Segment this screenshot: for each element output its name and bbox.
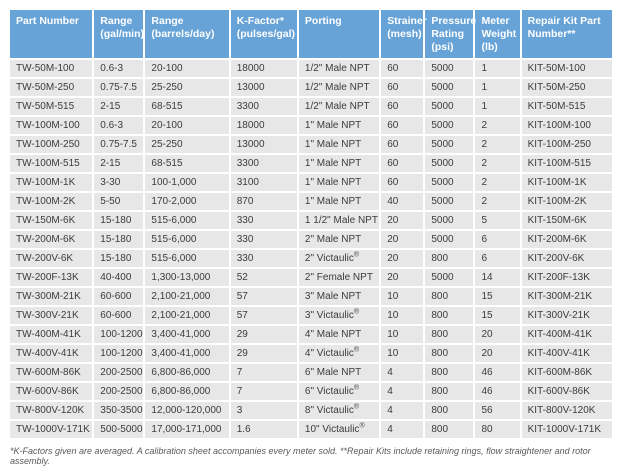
cell-pressure-rating: 5000 bbox=[425, 136, 473, 153]
cell-repair-kit-part-number: KIT-100M-1K bbox=[522, 174, 612, 191]
cell-k-factor: 7 bbox=[231, 383, 297, 400]
table-row bbox=[10, 383, 612, 400]
cell-range-gal-min: 500-5000 bbox=[94, 421, 143, 438]
table-row bbox=[10, 269, 612, 286]
cell-k-factor: 1.6 bbox=[231, 421, 297, 438]
cell-meter-weight: 14 bbox=[475, 269, 519, 286]
cell-meter-weight: 2 bbox=[475, 193, 519, 210]
cell-repair-kit-part-number: KIT-100M-250 bbox=[522, 136, 612, 153]
cell-range-gal-min: 100-1200 bbox=[94, 345, 143, 362]
cell-repair-kit-part-number: KIT-50M-100 bbox=[522, 60, 612, 77]
cell-porting: 1" Male NPT bbox=[299, 155, 379, 172]
cell-porting: 1/2" Male NPT bbox=[299, 60, 379, 77]
cell-meter-weight: 5 bbox=[475, 212, 519, 229]
cell-meter-weight: 46 bbox=[475, 383, 519, 400]
cell-part-number: TW-100M-100 bbox=[10, 117, 92, 134]
col-header-porting: Porting bbox=[299, 10, 379, 58]
cell-strainer-mesh: 60 bbox=[381, 117, 423, 134]
cell-range-barrels-day: 6,800-86,000 bbox=[145, 383, 228, 400]
cell-repair-kit-part-number: KIT-50M-515 bbox=[522, 98, 612, 115]
cell-repair-kit-part-number: KIT-50M-250 bbox=[522, 79, 612, 96]
cell-repair-kit-part-number: KIT-400M-41K bbox=[522, 326, 612, 343]
cell-k-factor: 29 bbox=[231, 326, 297, 343]
col-header-range-gal-min: Range (gal/min) bbox=[94, 10, 143, 58]
table-row bbox=[10, 307, 612, 324]
cell-repair-kit-part-number: KIT-300V-21K bbox=[522, 307, 612, 324]
table-row bbox=[10, 231, 612, 248]
cell-repair-kit-part-number: KIT-800V-120K bbox=[522, 402, 612, 419]
cell-pressure-rating: 5000 bbox=[425, 117, 473, 134]
cell-strainer-mesh: 10 bbox=[381, 326, 423, 343]
cell-pressure-rating: 800 bbox=[425, 364, 473, 381]
cell-range-barrels-day: 20-100 bbox=[145, 117, 228, 134]
cell-porting: 3" Male NPT bbox=[299, 288, 379, 305]
col-header-part-number: Part Number bbox=[10, 10, 92, 58]
cell-meter-weight: 1 bbox=[475, 79, 519, 96]
cell-k-factor: 3300 bbox=[231, 155, 297, 172]
cell-range-barrels-day: 68-515 bbox=[145, 98, 228, 115]
cell-range-gal-min: 15-180 bbox=[94, 212, 143, 229]
cell-k-factor: 18000 bbox=[231, 60, 297, 77]
cell-repair-kit-part-number: KIT-100M-2K bbox=[522, 193, 612, 210]
cell-part-number: TW-50M-250 bbox=[10, 79, 92, 96]
cell-meter-weight: 1 bbox=[475, 98, 519, 115]
cell-pressure-rating: 5000 bbox=[425, 155, 473, 172]
cell-part-number: TW-50M-100 bbox=[10, 60, 92, 77]
cell-repair-kit-part-number: KIT-600V-86K bbox=[522, 383, 612, 400]
cell-k-factor: 330 bbox=[231, 212, 297, 229]
cell-porting: 6" Victaulic® bbox=[299, 383, 379, 400]
table-row bbox=[10, 364, 612, 381]
cell-porting: 3" Victaulic® bbox=[299, 307, 379, 324]
table-row bbox=[10, 193, 612, 210]
cell-strainer-mesh: 10 bbox=[381, 288, 423, 305]
table-row bbox=[10, 421, 612, 438]
cell-part-number: TW-300M-21K bbox=[10, 288, 92, 305]
col-header-repair-kit-part-number: Repair Kit Part Number** bbox=[522, 10, 612, 58]
table-row bbox=[10, 212, 612, 229]
cell-pressure-rating: 800 bbox=[425, 345, 473, 362]
cell-part-number: TW-300V-21K bbox=[10, 307, 92, 324]
cell-part-number: TW-100M-250 bbox=[10, 136, 92, 153]
table-row bbox=[10, 79, 612, 96]
cell-porting: 1" Male NPT bbox=[299, 174, 379, 191]
cell-pressure-rating: 5000 bbox=[425, 269, 473, 286]
cell-meter-weight: 2 bbox=[475, 174, 519, 191]
cell-k-factor: 13000 bbox=[231, 79, 297, 96]
cell-range-gal-min: 0.75-7.5 bbox=[94, 136, 143, 153]
col-header-pressure-rating: Pressure Rating (psi) bbox=[425, 10, 473, 58]
cell-repair-kit-part-number: KIT-200V-6K bbox=[522, 250, 612, 267]
cell-range-barrels-day: 12,000-120,000 bbox=[145, 402, 228, 419]
cell-range-barrels-day: 1,300-13,000 bbox=[145, 269, 228, 286]
cell-range-barrels-day: 515-6,000 bbox=[145, 231, 228, 248]
meter-spec-table bbox=[8, 8, 614, 440]
cell-porting: 2" Victaulic® bbox=[299, 250, 379, 267]
cell-range-barrels-day: 100-1,000 bbox=[145, 174, 228, 191]
table-row bbox=[10, 402, 612, 419]
cell-part-number: TW-400M-41K bbox=[10, 326, 92, 343]
col-header-range-barrels-day: Range (barrels/day) bbox=[145, 10, 228, 58]
cell-k-factor: 18000 bbox=[231, 117, 297, 134]
cell-repair-kit-part-number: KIT-400V-41K bbox=[522, 345, 612, 362]
cell-range-barrels-day: 25-250 bbox=[145, 136, 228, 153]
cell-pressure-rating: 800 bbox=[425, 326, 473, 343]
cell-strainer-mesh: 4 bbox=[381, 402, 423, 419]
cell-meter-weight: 46 bbox=[475, 364, 519, 381]
cell-range-gal-min: 200-2500 bbox=[94, 383, 143, 400]
cell-meter-weight: 56 bbox=[475, 402, 519, 419]
cell-k-factor: 29 bbox=[231, 345, 297, 362]
cell-strainer-mesh: 60 bbox=[381, 155, 423, 172]
cell-strainer-mesh: 4 bbox=[381, 383, 423, 400]
cell-range-gal-min: 0.6-3 bbox=[94, 60, 143, 77]
cell-strainer-mesh: 20 bbox=[381, 269, 423, 286]
cell-k-factor: 3100 bbox=[231, 174, 297, 191]
cell-porting: 6" Male NPT bbox=[299, 364, 379, 381]
cell-strainer-mesh: 60 bbox=[381, 98, 423, 115]
cell-porting: 1" Male NPT bbox=[299, 117, 379, 134]
cell-range-gal-min: 350-3500 bbox=[94, 402, 143, 419]
cell-pressure-rating: 5000 bbox=[425, 98, 473, 115]
cell-porting: 1/2" Male NPT bbox=[299, 79, 379, 96]
cell-meter-weight: 20 bbox=[475, 345, 519, 362]
cell-range-gal-min: 60-600 bbox=[94, 307, 143, 324]
cell-porting: 1 1/2" Male NPT bbox=[299, 212, 379, 229]
cell-pressure-rating: 800 bbox=[425, 402, 473, 419]
cell-range-gal-min: 15-180 bbox=[94, 231, 143, 248]
cell-k-factor: 3300 bbox=[231, 98, 297, 115]
table-row bbox=[10, 174, 612, 191]
cell-strainer-mesh: 10 bbox=[381, 345, 423, 362]
cell-k-factor: 52 bbox=[231, 269, 297, 286]
cell-range-gal-min: 15-180 bbox=[94, 250, 143, 267]
cell-pressure-rating: 800 bbox=[425, 307, 473, 324]
cell-meter-weight: 15 bbox=[475, 307, 519, 324]
cell-meter-weight: 80 bbox=[475, 421, 519, 438]
cell-repair-kit-part-number: KIT-300M-21K bbox=[522, 288, 612, 305]
cell-part-number: TW-200F-13K bbox=[10, 269, 92, 286]
cell-k-factor: 330 bbox=[231, 250, 297, 267]
cell-repair-kit-part-number: KIT-100M-100 bbox=[522, 117, 612, 134]
cell-meter-weight: 2 bbox=[475, 136, 519, 153]
cell-range-gal-min: 60-600 bbox=[94, 288, 143, 305]
cell-meter-weight: 15 bbox=[475, 288, 519, 305]
cell-pressure-rating: 5000 bbox=[425, 174, 473, 191]
cell-strainer-mesh: 20 bbox=[381, 250, 423, 267]
cell-part-number: TW-150M-6K bbox=[10, 212, 92, 229]
cell-strainer-mesh: 20 bbox=[381, 231, 423, 248]
cell-meter-weight: 2 bbox=[475, 155, 519, 172]
cell-range-barrels-day: 68-515 bbox=[145, 155, 228, 172]
cell-part-number: TW-50M-515 bbox=[10, 98, 92, 115]
table-body bbox=[10, 60, 612, 438]
cell-meter-weight: 6 bbox=[475, 231, 519, 248]
table-row bbox=[10, 288, 612, 305]
cell-range-gal-min: 200-2500 bbox=[94, 364, 143, 381]
cell-range-gal-min: 100-1200 bbox=[94, 326, 143, 343]
cell-pressure-rating: 5000 bbox=[425, 212, 473, 229]
cell-range-barrels-day: 2,100-21,000 bbox=[145, 307, 228, 324]
cell-range-barrels-day: 515-6,000 bbox=[145, 250, 228, 267]
cell-porting: 4" Male NPT bbox=[299, 326, 379, 343]
cell-range-barrels-day: 2,100-21,000 bbox=[145, 288, 228, 305]
cell-strainer-mesh: 60 bbox=[381, 79, 423, 96]
cell-meter-weight: 20 bbox=[475, 326, 519, 343]
cell-meter-weight: 1 bbox=[475, 60, 519, 77]
cell-meter-weight: 2 bbox=[475, 117, 519, 134]
cell-repair-kit-part-number: KIT-150M-6K bbox=[522, 212, 612, 229]
table-row bbox=[10, 326, 612, 343]
cell-part-number: TW-200V-6K bbox=[10, 250, 92, 267]
cell-pressure-rating: 5000 bbox=[425, 79, 473, 96]
cell-part-number: TW-100M-2K bbox=[10, 193, 92, 210]
cell-k-factor: 7 bbox=[231, 364, 297, 381]
cell-pressure-rating: 5000 bbox=[425, 231, 473, 248]
cell-porting: 1/2" Male NPT bbox=[299, 98, 379, 115]
table-row bbox=[10, 136, 612, 153]
cell-pressure-rating: 800 bbox=[425, 421, 473, 438]
cell-strainer-mesh: 20 bbox=[381, 212, 423, 229]
cell-part-number: TW-200M-6K bbox=[10, 231, 92, 248]
cell-range-gal-min: 2-15 bbox=[94, 155, 143, 172]
cell-pressure-rating: 5000 bbox=[425, 193, 473, 210]
cell-repair-kit-part-number: KIT-100M-515 bbox=[522, 155, 612, 172]
cell-range-barrels-day: 170-2,000 bbox=[145, 193, 228, 210]
cell-repair-kit-part-number: KIT-600M-86K bbox=[522, 364, 612, 381]
cell-strainer-mesh: 60 bbox=[381, 136, 423, 153]
cell-part-number: TW-600M-86K bbox=[10, 364, 92, 381]
table-row bbox=[10, 155, 612, 172]
cell-range-gal-min: 5-50 bbox=[94, 193, 143, 210]
cell-pressure-rating: 800 bbox=[425, 288, 473, 305]
cell-range-barrels-day: 3,400-41,000 bbox=[145, 326, 228, 343]
table-row bbox=[10, 98, 612, 115]
cell-part-number: TW-100M-515 bbox=[10, 155, 92, 172]
table-row bbox=[10, 250, 612, 267]
cell-pressure-rating: 5000 bbox=[425, 60, 473, 77]
cell-porting: 2" Female NPT bbox=[299, 269, 379, 286]
cell-range-gal-min: 40-400 bbox=[94, 269, 143, 286]
cell-meter-weight: 6 bbox=[475, 250, 519, 267]
footnote: *K-Factors given are averaged. A calibration sheet accompanies every meter sold. **Repair Kits include retaining rings, flow straightener and rotor assembly. bbox=[10, 446, 591, 466]
cell-k-factor: 3 bbox=[231, 402, 297, 419]
cell-repair-kit-part-number: KIT-200F-13K bbox=[522, 269, 612, 286]
cell-range-barrels-day: 20-100 bbox=[145, 60, 228, 77]
cell-strainer-mesh: 60 bbox=[381, 174, 423, 191]
cell-range-barrels-day: 6,800-86,000 bbox=[145, 364, 228, 381]
cell-range-gal-min: 0.75-7.5 bbox=[94, 79, 143, 96]
cell-range-gal-min: 0.6-3 bbox=[94, 117, 143, 134]
cell-pressure-rating: 800 bbox=[425, 383, 473, 400]
table-row bbox=[10, 345, 612, 362]
cell-range-gal-min: 2-15 bbox=[94, 98, 143, 115]
cell-strainer-mesh: 4 bbox=[381, 364, 423, 381]
cell-part-number: TW-600V-86K bbox=[10, 383, 92, 400]
cell-part-number: TW-400V-41K bbox=[10, 345, 92, 362]
cell-pressure-rating: 800 bbox=[425, 250, 473, 267]
cell-range-barrels-day: 3,400-41,000 bbox=[145, 345, 228, 362]
table-header bbox=[10, 10, 612, 58]
cell-range-barrels-day: 515-6,000 bbox=[145, 212, 228, 229]
col-header-k-factor: K-Factor* (pulses/gal) bbox=[231, 10, 297, 58]
cell-k-factor: 13000 bbox=[231, 136, 297, 153]
cell-k-factor: 870 bbox=[231, 193, 297, 210]
table-row bbox=[10, 117, 612, 134]
cell-k-factor: 57 bbox=[231, 307, 297, 324]
cell-range-gal-min: 3-30 bbox=[94, 174, 143, 191]
cell-strainer-mesh: 60 bbox=[381, 60, 423, 77]
cell-repair-kit-part-number: KIT-1000V-171K bbox=[522, 421, 612, 438]
col-header-strainer-mesh: Strainer (mesh) bbox=[381, 10, 423, 58]
cell-strainer-mesh: 40 bbox=[381, 193, 423, 210]
cell-porting: 2" Male NPT bbox=[299, 231, 379, 248]
cell-porting: 8" Victaulic® bbox=[299, 402, 379, 419]
cell-porting: 1" Male NPT bbox=[299, 193, 379, 210]
table-row bbox=[10, 60, 612, 77]
cell-repair-kit-part-number: KIT-200M-6K bbox=[522, 231, 612, 248]
cell-porting: 1" Male NPT bbox=[299, 136, 379, 153]
cell-part-number: TW-800V-120K bbox=[10, 402, 92, 419]
cell-porting: 4" Victaulic® bbox=[299, 345, 379, 362]
table-header-row bbox=[10, 10, 612, 58]
cell-k-factor: 57 bbox=[231, 288, 297, 305]
cell-strainer-mesh: 10 bbox=[381, 307, 423, 324]
cell-porting: 10" Victaulic® bbox=[299, 421, 379, 438]
cell-part-number: TW-1000V-171K bbox=[10, 421, 92, 438]
cell-k-factor: 330 bbox=[231, 231, 297, 248]
cell-strainer-mesh: 4 bbox=[381, 421, 423, 438]
col-header-meter-weight: Meter Weight (lb) bbox=[475, 10, 519, 58]
cell-range-barrels-day: 25-250 bbox=[145, 79, 228, 96]
cell-part-number: TW-100M-1K bbox=[10, 174, 92, 191]
cell-range-barrels-day: 17,000-171,000 bbox=[145, 421, 228, 438]
